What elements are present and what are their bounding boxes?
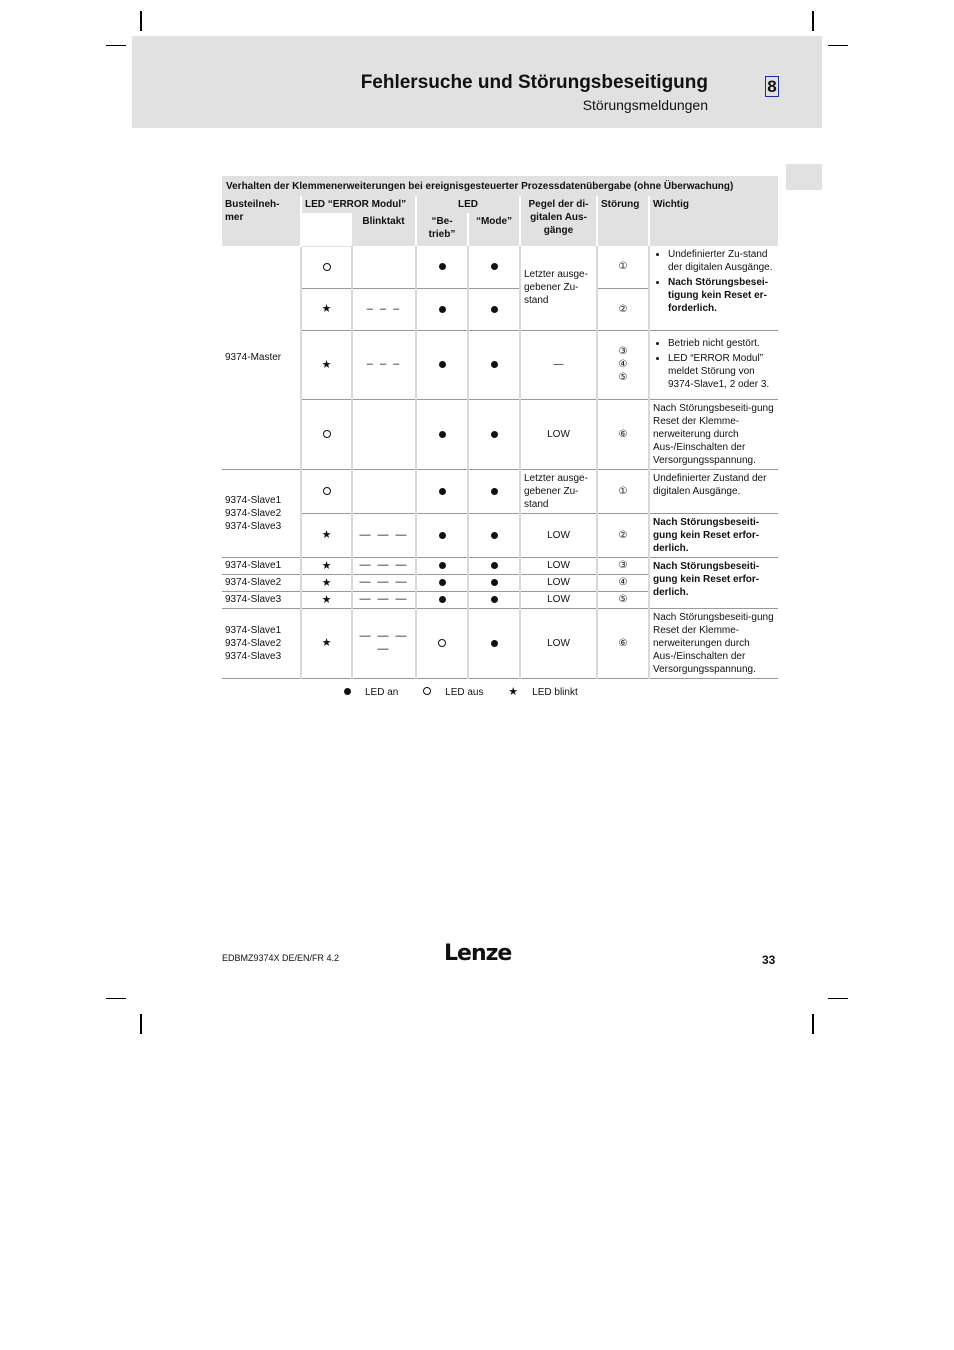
blink-pattern: — — — xyxy=(352,591,416,608)
led-blink-icon: ★ xyxy=(508,686,519,698)
crop-mark xyxy=(828,998,848,999)
fault-code: ② xyxy=(597,513,649,557)
output-level: LOW xyxy=(520,557,597,574)
led-on-icon xyxy=(468,591,520,608)
fault-code: ④ xyxy=(597,574,649,591)
led-on-icon xyxy=(416,469,468,513)
led-off-icon xyxy=(423,684,431,698)
led-blink-icon: ★ xyxy=(301,288,352,330)
led-on-icon xyxy=(344,684,351,698)
important-note: • Undefinierter Zu-stand der digitalen Ausgänge. • Nach Störungsbesei-tigung kein Reset er-forderlich. xyxy=(649,246,778,330)
chapter-title: Fehlersuche und Störungsbeseitigung xyxy=(360,72,708,93)
participant-slaves: 9374-Slave1 9374-Slave2 9374-Slave3 xyxy=(222,469,301,557)
fault-code: ③ xyxy=(597,557,649,574)
led-on-icon xyxy=(468,513,520,557)
header-led-operation: “Be-trieb” xyxy=(416,213,468,246)
led-on-icon xyxy=(416,399,468,469)
participant-slave: 9374-Slave3 xyxy=(222,591,301,608)
led-on-icon xyxy=(468,246,520,288)
led-off-icon xyxy=(301,399,352,469)
header-important: Wichtig xyxy=(649,196,778,246)
output-level: LOW xyxy=(520,608,597,678)
important-note: Nach Störungsbeseiti-gung Reset der Klemme-nerweiterungen durch Aus-/Einschalten der Versorgungsspannung. xyxy=(649,608,778,678)
crop-mark xyxy=(140,1014,142,1034)
participant-slave: 9374-Slave2 xyxy=(222,574,301,591)
output-level: Letzter ausge-gebener Zu-stand xyxy=(520,469,597,513)
fault-code: ⑤ xyxy=(597,591,649,608)
blink-pattern: — — — xyxy=(352,557,416,574)
output-level: LOW xyxy=(520,591,597,608)
fault-code: ⑥ xyxy=(597,608,649,678)
crop-mark xyxy=(828,45,848,46)
led-on-icon xyxy=(416,513,468,557)
header-fault: Störung xyxy=(597,196,649,246)
brand-logo: Lenze xyxy=(444,941,512,966)
participant-master: 9374-Master xyxy=(222,246,301,469)
led-on-icon xyxy=(468,330,520,399)
output-level: LOW xyxy=(520,399,597,469)
blink-pattern: — — — — xyxy=(352,608,416,678)
header-blink-rate: Blinktakt xyxy=(352,213,416,246)
led-on-icon xyxy=(416,574,468,591)
fault-code: ① xyxy=(597,246,649,288)
crop-mark xyxy=(106,998,126,999)
crop-mark xyxy=(812,11,814,31)
led-blink-icon: ★ xyxy=(301,574,352,591)
crop-mark xyxy=(106,45,126,46)
led-blink-icon: ★ xyxy=(301,330,352,399)
participant-slaves: 9374-Slave1 9374-Slave2 9374-Slave3 xyxy=(222,608,301,678)
document-id: EDBMZ9374X DE/EN/FR 4.2 xyxy=(222,953,340,963)
led-blink-icon: ★ xyxy=(301,591,352,608)
led-on-icon xyxy=(468,469,520,513)
chapter-number-badge: 8 xyxy=(765,76,779,97)
output-level: Letzter ausge-gebener Zu-stand xyxy=(520,246,597,330)
header-led-mode: “Mode” xyxy=(468,213,520,246)
important-note: Undefinierter Zustand der digitalen Ausgänge. xyxy=(649,469,778,513)
important-note: Nach Störungsbeseiti-gung kein Reset erfor-derlich. xyxy=(649,557,778,608)
section-subtitle: Störungsmeldungen xyxy=(582,97,708,113)
legend-led-off: LED aus xyxy=(423,684,483,698)
blink-pattern: – – – xyxy=(352,288,416,330)
legend-led-on: LED an xyxy=(344,684,398,698)
crop-mark xyxy=(812,1014,814,1034)
led-on-icon xyxy=(416,591,468,608)
led-on-icon xyxy=(468,399,520,469)
legend-led-blink: ★ LED blinkt xyxy=(508,686,578,698)
output-level: — xyxy=(520,330,597,399)
led-blink-icon: ★ xyxy=(301,557,352,574)
chapter-side-tab xyxy=(786,164,822,190)
blink-pattern: – – – xyxy=(352,330,416,399)
led-blink-icon: ★ xyxy=(301,513,352,557)
led-on-icon xyxy=(468,288,520,330)
fault-codes: ③ ④ ⑤ xyxy=(597,330,649,399)
led-on-icon xyxy=(416,288,468,330)
error-behaviour-table xyxy=(222,176,778,679)
legend xyxy=(344,684,600,698)
output-level: LOW xyxy=(520,513,597,557)
led-on-icon xyxy=(416,557,468,574)
header-led: LED xyxy=(416,196,520,213)
led-on-icon xyxy=(416,330,468,399)
header-led-error-blank xyxy=(301,213,352,246)
important-note: • Betrieb nicht gestört. • LED “ERROR Modul” meldet Störung von 9374-Slave1, 2 oder 3. xyxy=(649,330,778,399)
header-led-error-module: LED “ERROR Modul” xyxy=(301,196,416,213)
table-caption: Verhalten der Klemmenerweiterungen bei ereignisgesteuerter Prozessdatenübergabe (ohne Überwachung) xyxy=(222,176,778,196)
led-off-icon xyxy=(416,608,468,678)
participant-slave: 9374-Slave1 xyxy=(222,557,301,574)
page-number: 33 xyxy=(762,953,776,967)
led-blink-icon: ★ xyxy=(301,608,352,678)
blink-pattern: — — — xyxy=(352,513,416,557)
blink-pattern: — — — xyxy=(352,574,416,591)
header-participant: Busteilneh-mer xyxy=(222,196,301,246)
fault-code: ⑥ xyxy=(597,399,649,469)
header-output-level: Pegel der di-gitalen Aus-gänge xyxy=(520,196,597,246)
led-on-icon xyxy=(468,574,520,591)
led-off-icon xyxy=(301,469,352,513)
led-on-icon xyxy=(416,246,468,288)
led-off-icon xyxy=(301,246,352,288)
important-note: Nach Störungsbeseiti-gung kein Reset erfor-derlich. xyxy=(649,513,778,557)
output-level: LOW xyxy=(520,574,597,591)
fault-code: ① xyxy=(597,469,649,513)
important-note: Nach Störungsbeseiti-gung Reset der Klemme-nerweiterung durch Aus-/Einschalten der Versorgungsspannung. xyxy=(649,399,778,469)
fault-code: ② xyxy=(597,288,649,330)
crop-mark xyxy=(140,11,142,31)
led-on-icon xyxy=(468,557,520,574)
led-on-icon xyxy=(468,608,520,678)
